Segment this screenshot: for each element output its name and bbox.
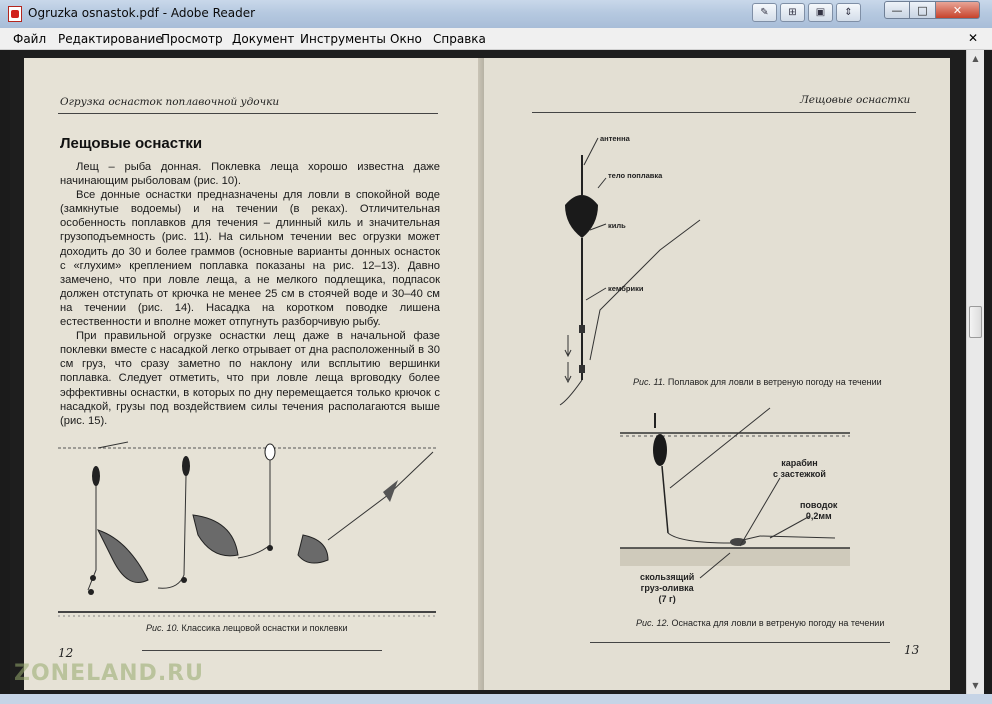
title-bar <box>0 0 992 29</box>
scroll-up-arrow-icon[interactable]: ▲ <box>972 54 979 63</box>
paragraph: Все донные оснастки предназначены для ловли в спокойной воде (замкнутые водоемы) и на течении (в реках). Отличительная особенность поплавков для течения – длинный киль и значительная грузоподъемность (рис. 11). На сильном течении вес огрузки может доходить до 30 и более граммов (основные варианты донных оснасток с «глухим» креплением поплавка показаны на рис. 12–13). Давно замечено, что при ловле леща, а не мелкого подлещика, подпасок должен отступать от крючка не менее 25 см в стоячей воде и 30–40 см на течении (рис. 14). Насадка на коротком поводке лишена естественности и вполне может отпугнуть разборчивую рыбу. <box>60 189 440 329</box>
collapse-icon[interactable]: ⇕ <box>836 3 861 22</box>
label-float-body: тело поплавка <box>608 171 663 180</box>
menu-tools[interactable]: Инструменты <box>300 32 386 46</box>
watermark: ZONELAND.RU <box>14 661 204 686</box>
label-cambrics: кембрики <box>608 284 644 293</box>
network-icon[interactable]: ⊞ <box>780 3 805 22</box>
label-leader: поводок 0,2мм <box>800 500 838 521</box>
minimize-button[interactable]: — <box>884 1 910 19</box>
pdf-icon <box>8 6 22 22</box>
close-button[interactable]: ✕ <box>936 1 980 19</box>
scrollbar-thumb[interactable] <box>969 306 982 338</box>
label-carabiner: карабин с застежкой <box>773 458 826 479</box>
title-toolbar <box>752 3 861 22</box>
label-keel: киль <box>608 221 626 230</box>
maximize-button[interactable]: □ <box>910 1 936 19</box>
menu-view[interactable]: Просмотр <box>161 32 223 46</box>
paragraph: Лещ – рыба донная. Поклевка леща хорошо известна даже начинающим рыболовам (рис. 10). <box>60 161 440 188</box>
caption-text: Оснастка для ловли в ветреную погоду на течении <box>671 618 885 628</box>
menu-document[interactable]: Документ <box>232 32 295 46</box>
window-icon[interactable]: ▣ <box>808 3 833 22</box>
label-sinker: скользящий груз-оливка (7 г) <box>640 572 695 604</box>
section-heading: Лещовые оснастки <box>60 135 203 152</box>
caption-number: Рис. 11. <box>633 377 666 387</box>
menu-help[interactable]: Справка <box>433 32 486 46</box>
figure-10-caption <box>146 623 348 633</box>
menu-edit[interactable]: Редактирование <box>58 32 163 46</box>
menu-file[interactable]: Файл <box>13 32 47 46</box>
vertical-scrollbar[interactable] <box>966 50 984 694</box>
comment-icon[interactable]: ✎ <box>752 3 777 22</box>
left-page-number: 12 <box>58 646 74 660</box>
caption-number: Рис. 12. <box>636 618 670 628</box>
figure-11-caption <box>633 377 882 387</box>
body-text <box>60 160 440 428</box>
menu-window[interactable]: Окно <box>390 32 422 46</box>
paragraph: При правильной огрузке оснастки лещ даже в начальной фазе поклевки вместе с насадкой легко отрывает от дна расположенный в 30 см груз, что сразу заметно по наклону или всплытию вершинки поплавка. Следует отметить, что при ловле леща вproводку более эффективны оснастки, в которых по дну перемещается только крючок с насадкой, грузы под воздействием силы течения располагаются выше (рис. 15). <box>60 330 440 427</box>
caption-number: Рис. 10. <box>146 623 180 633</box>
caption-text: Классика лещовой оснастки и поклевки <box>181 623 348 633</box>
figure-10-illustration <box>58 440 438 620</box>
left-footer-rule <box>142 650 382 651</box>
right-header-rule <box>532 112 916 113</box>
caption-text: Поплавок для ловли в ветреную погоду на течении <box>667 377 882 387</box>
right-footer-rule <box>590 642 890 643</box>
right-page-number: 13 <box>904 643 920 657</box>
left-header-rule <box>58 113 438 114</box>
right-running-head: Лещовые оснастки <box>800 94 911 106</box>
scroll-down-arrow-icon[interactable]: ▼ <box>972 681 979 690</box>
label-antenna: антенна <box>600 134 630 143</box>
figure-12-caption <box>636 618 884 628</box>
menu-bar <box>0 28 992 50</box>
left-running-head: Огрузка оснасток поплавочной удочки <box>60 96 280 108</box>
window-controls <box>884 1 980 19</box>
window-bottom-border <box>0 694 992 704</box>
window-title: Ogruzka osnastok.pdf - Adobe Reader <box>28 6 256 20</box>
close-document-button[interactable]: ✕ <box>967 31 978 45</box>
